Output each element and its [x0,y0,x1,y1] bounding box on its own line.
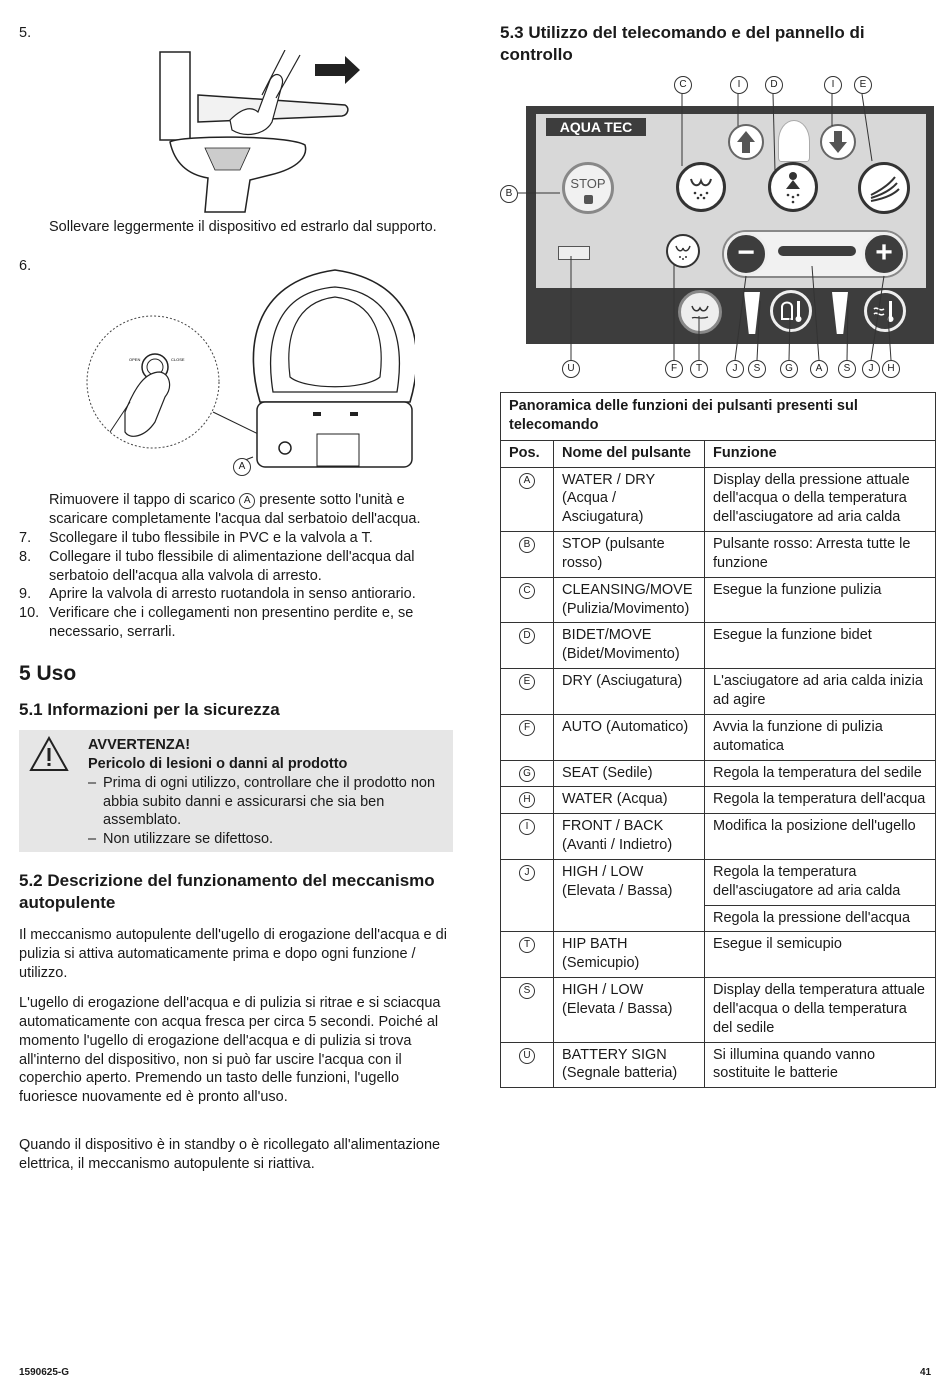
function-table [500,392,936,1088]
table-row [501,787,936,814]
position-circle: D [519,628,535,644]
body-paragraph: Quando il dispositivo è in standby o è ricollegato all'alimentazione elettrica, il meccanismo autopulente si riattiva. [19,1137,441,1172]
front-button[interactable] [728,124,764,160]
bidet-icon [771,165,815,209]
step-number: 6. [19,258,32,274]
table-row [501,978,936,1043]
button-name-cell: BIDET/MOVE (Bidet/Movimento) [554,623,705,669]
function-cell: Pulsante rosso: Arresta tutte le funzione [705,532,936,578]
function-cell: Esegue il semicupio [705,932,936,978]
table-header: Pos. [501,440,554,467]
function-cell: Si illumina quando vanno sostituite le batterie [705,1042,936,1088]
position-circle: S [519,983,535,999]
callout-e: E [854,76,872,94]
water-thermometer-icon [867,293,903,329]
stop-button[interactable] [562,162,614,214]
valve-open-label: OPEN [129,357,141,362]
bidet-button[interactable] [768,162,818,212]
document-id: 1590625-G [19,1367,70,1378]
water-button[interactable] [864,290,906,332]
button-name-cell: SEAT (Sedile) [554,760,705,787]
step-text-part: Rimuovere il tappo di scarico [49,492,236,508]
table-row [501,623,936,669]
callout-u: U [562,360,580,378]
step-text-part: presente sotto l'unità e scaricare completamente l'acqua dal serbatoio dell'acqua. [49,492,421,527]
function-cell: Regola la pressione dell'acqua [705,905,936,932]
water-temp-indicator [832,292,848,334]
function-cell: Display della pressione attuale dell'acqua o della temperatura dell'asciugatore ad aria calda [705,467,936,532]
position-circle: B [519,537,535,553]
position-circle: F [519,720,535,736]
warning-triangle-icon [29,736,69,772]
callout-a-circle: A [233,458,251,476]
button-name-cell: DRY (Asciugatura) [554,669,705,715]
table-row [501,669,936,715]
table-row [501,577,936,623]
button-name-cell: HIGH / LOW (Elevata / Bassa) [554,859,705,932]
warning-heading: AVVERTENZA! [88,737,191,753]
button-name-cell: HIP BATH (Semicupio) [554,932,705,978]
callout-b: B [500,185,518,203]
nozzle-indicator-icon [778,120,810,162]
step-text: Scollegare il tubo flessibile in PVC e la valvola a T. [49,530,373,546]
table-row [501,859,936,905]
button-name-cell: STOP (pulsante rosso) [554,532,705,578]
body-paragraph: Il meccanismo autopulente dell'ugello di erogazione dell'acqua e di pulizia si attiva automaticamente prima e dopo ogni funzione / utilizzo. [19,927,447,981]
callout-h: H [882,360,900,378]
warning-box [19,730,453,852]
function-cell: Display della temperatura attuale dell'acqua o della temperatura del sedile [705,978,936,1043]
air-dry-icon [861,165,907,211]
remove-seat-illustration [150,50,365,215]
function-cell: Modifica la posizione dell'ugello [705,814,936,860]
callout-s: S [838,360,856,378]
callout-s: S [748,360,766,378]
section-53-title: 5.3 Utilizzo del telecomando e del pannello di controllo [500,23,865,64]
section-52-title: 5.2 Descrizione del funzionamento del meccanismo autopulente [19,871,435,912]
table-row [501,760,936,787]
arrow-down-icon [822,126,854,158]
page-number: 41 [920,1367,932,1378]
step-number: 9. [19,586,32,602]
position-circle: T [519,937,535,953]
callout-f: F [665,360,683,378]
valve-close-label: CLOSE [171,357,185,362]
hip-bath-button[interactable] [678,290,722,334]
callout-t: T [690,360,708,378]
function-cell: L'asciugatore ad aria calda inizia ad agire [705,669,936,715]
stop-square-icon [584,195,593,204]
position-circle: J [519,865,535,881]
callout-j: J [862,360,880,378]
arrow-up-icon [730,126,762,158]
remote-panel [526,106,934,344]
callout-d: D [765,76,783,94]
position-circle: C [519,583,535,599]
position-circle: U [519,1048,535,1064]
step-text: Aprire la valvola di arresto ruotandola in senso antiorario. [49,586,416,602]
seat-button[interactable] [770,290,812,332]
warning-bullet: – Non utilizzare se difettoso. [88,830,448,849]
callout-i: I [730,76,748,94]
button-name-cell: WATER (Acqua) [554,787,705,814]
section-5-title: 5 Uso [19,662,77,685]
auto-button[interactable] [666,234,700,268]
function-cell: Avvia la funzione di pulizia automatica [705,714,936,760]
callout-a-inline: A [239,493,255,509]
cleansing-button[interactable] [676,162,726,212]
table-title: Panoramica delle funzioni dei pulsanti presenti sul telecomando [501,393,936,441]
function-cell: Regola la temperatura dell'acqua [705,787,936,814]
minus-button[interactable]: − [724,232,768,276]
cleansing-icon [679,165,723,209]
table-row [501,932,936,978]
battery-icon [558,246,590,260]
step-number: 8. [19,549,32,565]
seat-thermometer-icon [773,293,809,329]
button-name-cell: AUTO (Automatico) [554,714,705,760]
function-cell: Esegue la funzione pulizia [705,577,936,623]
callout-c: C [674,76,692,94]
callout-i: I [824,76,842,94]
button-name-cell: WATER / DRY (Acqua / Asciugatura) [554,467,705,532]
callout-j: J [726,360,744,378]
table-row [501,467,936,532]
warning-subheading: Pericolo di lesioni o danni al prodotto [88,755,348,772]
callout-a: A [810,360,828,378]
table-row [501,532,936,578]
auto-icon [668,236,698,266]
step-text [49,491,454,529]
button-name-cell: HIGH / LOW (Elevata / Bassa) [554,978,705,1043]
stop-label: STOP [570,176,606,191]
step-number: 5. [19,25,32,41]
plus-button[interactable]: + [862,232,906,276]
table-header: Funzione [705,440,936,467]
step-text: Verificare che i collegamenti non presentino perdite e, se necessario, serrarli. [49,605,414,640]
button-name-cell: CLEANSING/MOVE (Pulizia/Movimento) [554,577,705,623]
section-51-title: 5.1 Informazioni per la sicurezza [19,700,280,719]
level-indicator [778,246,856,256]
position-circle: E [519,674,535,690]
step-text: Collegare il tubo flessibile di alimentazione dell'acqua dal serbatoio dell'acqua alla valvola di arresto. [49,549,415,584]
callout-g: G [780,360,798,378]
brand-logo: AQUA TEC [546,118,646,136]
button-name-cell: FRONT / BACK (Avanti / Indietro) [554,814,705,860]
position-circle: A [519,473,535,489]
position-circle: G [519,766,535,782]
function-cell: Esegue la funzione bidet [705,623,936,669]
table-header: Nome del pulsante [554,440,705,467]
step-number: 10. [19,605,40,621]
position-circle: I [519,819,535,835]
step-number: 7. [19,530,32,546]
body-paragraph: L'ugello di erogazione dell'acqua e di pulizia si ritrae e si sciacqua automaticamente con acqua fresca per circa 5 secondi. Poiché al momento l'ugello di erogazione dell'acqua e di pulizia si trova all'interno del dispositivo, non si può far uscire l'acqua con il coperchio aperto. Premendo un tasto delle funzioni, l'ugello fuoriesce nuovamente ed è pronto all'uso. [19,995,441,1106]
function-cell: Regola la temperatura dell'asciugatore ad aria calda [705,859,936,905]
dry-button[interactable] [858,162,910,214]
function-cell: Regola la temperatura del sedile [705,760,936,787]
back-button[interactable] [820,124,856,160]
drain-valve-illustration [85,262,415,480]
warning-bullet: – Prima di ogni utilizzo, controllare che il prodotto non abbia subito danni e assicurarsi che sia ben assemblato. [88,774,448,831]
hip-bath-icon [681,293,719,331]
button-name-cell: BATTERY SIGN (Segnale batteria) [554,1042,705,1088]
seat-temp-indicator [744,292,760,334]
table-row [501,814,936,860]
position-circle: H [519,792,535,808]
step-text: Sollevare leggermente il dispositivo ed estrarlo dal supporto. [49,219,437,235]
table-row [501,1042,936,1088]
table-row [501,714,936,760]
